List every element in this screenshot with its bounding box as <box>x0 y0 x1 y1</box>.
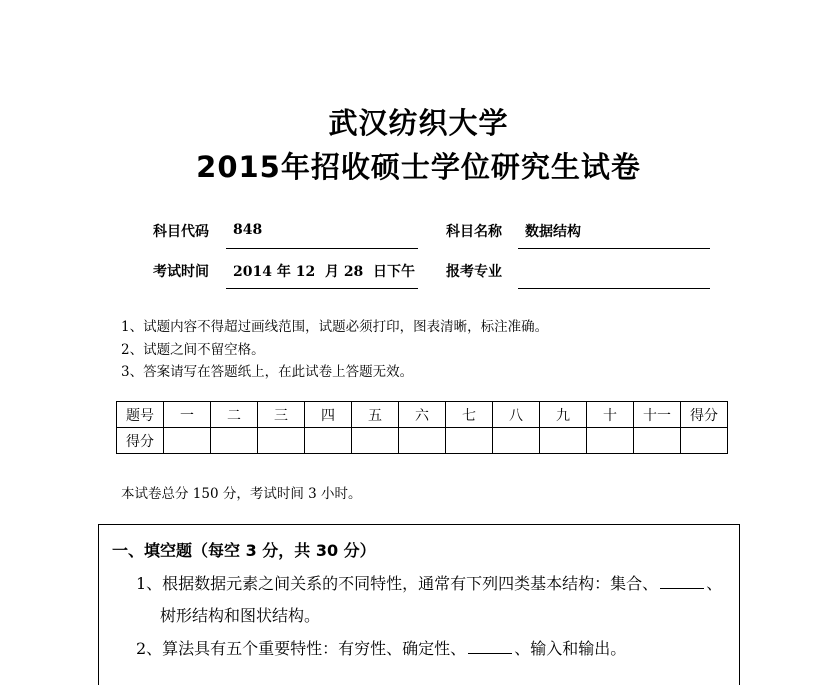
section-heading: 一、填空题（每空 3 分，共 30 分） <box>112 541 376 560</box>
answer-blank <box>468 639 512 654</box>
score-cell <box>446 428 493 454</box>
score-header-cell: 得分 <box>681 402 728 428</box>
score-table-score-row <box>117 428 728 454</box>
exam-time-underline <box>226 288 418 289</box>
subject-code-underline <box>226 248 418 249</box>
score-header-cell: 十一 <box>634 402 681 428</box>
score-cell <box>352 428 399 454</box>
note-1: 1、试题内容不得超过画线范围，试题必须打印，图表清晰，标注准确。 <box>121 319 549 335</box>
score-row-label: 得分 <box>117 428 164 454</box>
question-1-tail: 、 <box>706 574 723 593</box>
note-3: 3、答案请写在答题纸上，在此试卷上答题无效。 <box>121 364 414 380</box>
score-header-cell: 七 <box>446 402 493 428</box>
score-cell <box>164 428 211 454</box>
subject-name-value: 数据结构 <box>525 224 581 240</box>
score-header-cell: 十 <box>587 402 634 428</box>
score-table-header-row <box>117 402 728 428</box>
total-score-note: 本试卷总分 150 分，考试时间 3 小时。 <box>121 486 362 502</box>
note-2: 2、试题之间不留空格。 <box>121 342 265 358</box>
score-cell <box>258 428 305 454</box>
question-1-text: 1、根据数据元素之间关系的不同特性，通常有下列四类基本结构：集合、 <box>136 574 659 593</box>
question-1-line-2: 树形结构和图状结构。 <box>160 606 321 625</box>
exam-time-value: 2014 年 12 月 28 日下午 <box>233 264 416 280</box>
score-table <box>116 401 728 454</box>
score-header-cell: 三 <box>258 402 305 428</box>
score-header-cell: 一 <box>164 402 211 428</box>
score-header-cell: 二 <box>211 402 258 428</box>
question-2-text: 2、算法具有五个重要特性：有穷性、确定性、 <box>136 639 467 658</box>
score-header-cell: 五 <box>352 402 399 428</box>
major-underline <box>518 288 710 289</box>
score-cell <box>587 428 634 454</box>
score-cell <box>493 428 540 454</box>
subject-code-value: 848 <box>233 222 263 238</box>
question-2 <box>136 636 626 659</box>
exam-time-label: 考试时间 <box>153 264 209 280</box>
score-cell <box>399 428 446 454</box>
question-1-line-1 <box>136 571 722 594</box>
subject-name-underline <box>518 248 710 249</box>
question-2-tail: 、输入和输出。 <box>514 639 627 658</box>
score-header-cell: 题号 <box>117 402 164 428</box>
score-header-cell: 九 <box>540 402 587 428</box>
major-label: 报考专业 <box>446 264 502 280</box>
exam-title: 2015年招收硕士学位研究生试卷 <box>196 150 641 184</box>
score-header-cell: 八 <box>493 402 540 428</box>
subject-code-label: 科目代码 <box>153 224 209 240</box>
score-cell <box>305 428 352 454</box>
subject-name-label: 科目名称 <box>446 224 502 240</box>
score-cell <box>634 428 681 454</box>
score-cell <box>540 428 587 454</box>
answer-blank <box>660 574 704 589</box>
score-header-cell: 四 <box>305 402 352 428</box>
score-cell <box>681 428 728 454</box>
university-title: 武汉纺织大学 <box>328 106 509 140</box>
score-cell <box>211 428 258 454</box>
score-header-cell: 六 <box>399 402 446 428</box>
